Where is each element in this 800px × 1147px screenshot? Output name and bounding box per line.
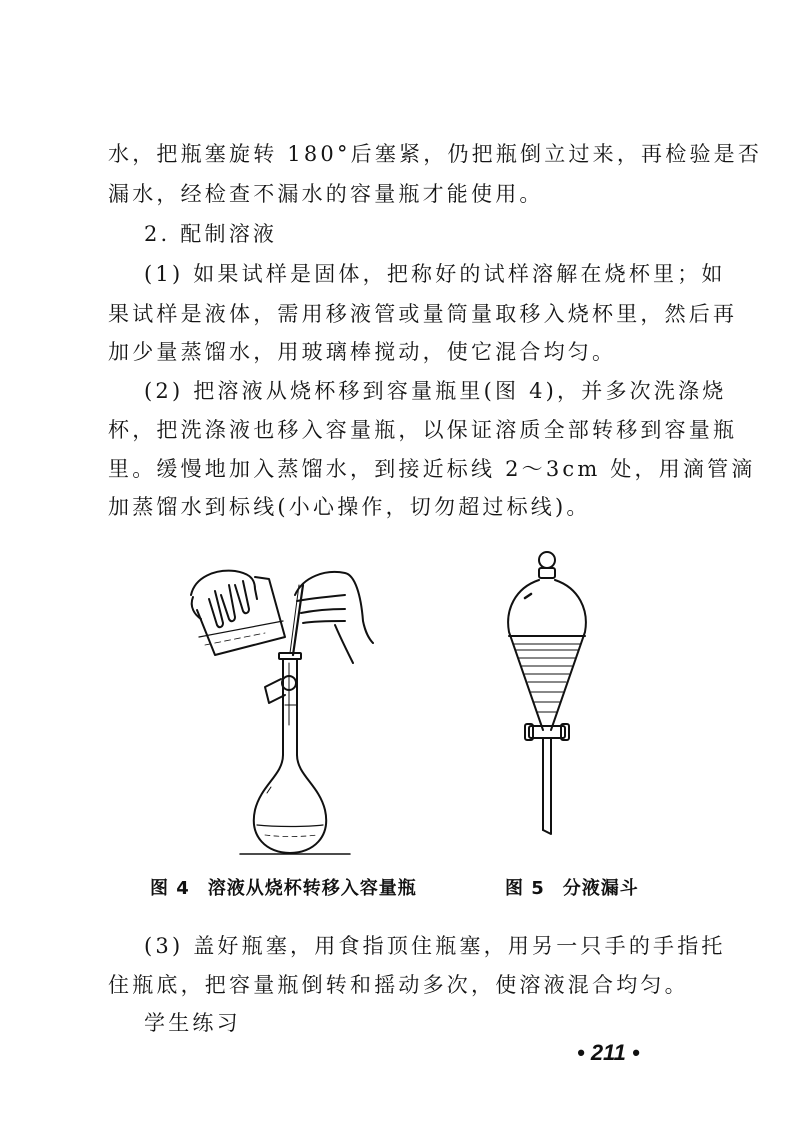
text-line: (2) 把溶液从烧杯移到容量瓶里(图 4)，并多次洗涤烧 xyxy=(144,379,727,403)
text-line: (1) 如果试样是固体，把称好的试样溶解在烧杯里；如 xyxy=(144,262,726,286)
text-line: 加少量蒸馏水，用玻璃棒搅动，使它混合均匀。 xyxy=(108,340,617,364)
text-line: 杯，把洗涤液也移入容量瓶，以保证溶质全部转移到容量瓶 xyxy=(108,418,738,442)
volumetric-flask-pouring-icon xyxy=(185,555,385,855)
figure-4-volumetric-flask-illustration xyxy=(185,555,385,855)
figure-5-separatory-funnel-illustration xyxy=(495,540,595,840)
figure-4-caption xyxy=(150,874,417,900)
text-line: 住瓶底，把容量瓶倒转和摇动多次，使溶液混合均匀。 xyxy=(108,973,689,997)
figure-5-caption-text: 分液漏斗 xyxy=(562,878,639,899)
figure-5-caption xyxy=(505,874,639,900)
figure-4-number: 图 4 xyxy=(150,878,190,899)
text-line: 加蒸馏水到标线(小心操作，切勿超过标线)。 xyxy=(108,495,591,519)
subsection-label: 学生练习 xyxy=(144,1011,241,1035)
separatory-funnel-icon xyxy=(495,540,595,840)
page-number: • 211 • xyxy=(577,1040,640,1065)
text-line: 果试样是液体，需用移液管或量筒量取移入烧杯里，然后再 xyxy=(108,302,738,326)
text-line: 漏水，经检查不漏水的容量瓶才能使用。 xyxy=(108,182,544,206)
text-line: (3) 盖好瓶塞，用食指顶住瓶塞，用另一只手的手指托 xyxy=(144,934,726,958)
figure-5-number: 图 5 xyxy=(505,878,545,899)
text-line: 水，把瓶塞旋转 180°后塞紧，仍把瓶倒立过来，再检验是否 xyxy=(108,142,763,166)
figure-4-caption-text: 溶液从烧杯转移入容量瓶 xyxy=(207,878,417,899)
text-line: 里。缓慢地加入蒸馏水，到接近标线 2～3cm 处，用滴管滴 xyxy=(108,457,756,481)
section-heading: 2. 配制溶液 xyxy=(144,222,278,246)
